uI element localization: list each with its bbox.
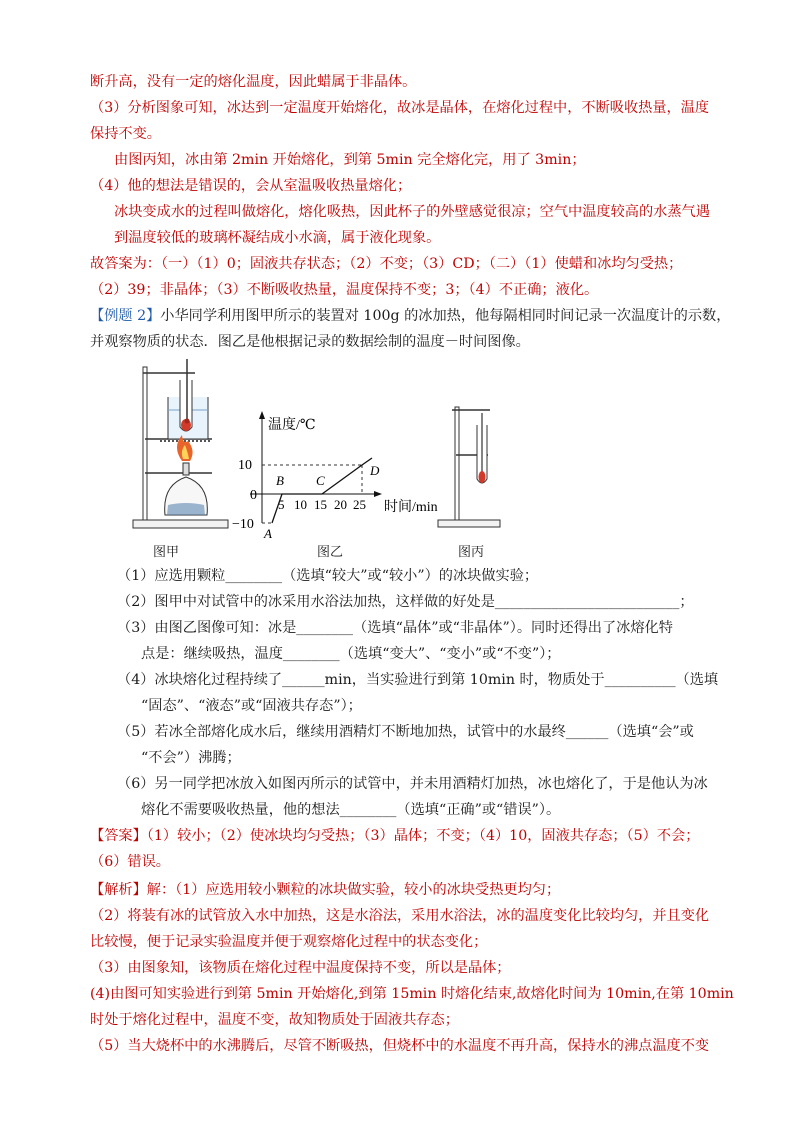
answer-line-1 [90,826,699,846]
answer-line-2: （6）错误。 [90,854,170,870]
point-a: A [264,526,272,541]
analysis-line-2: （2）将装有冰的试管放入水中加热，这是水浴法，采用水浴法，冰的温度变化比较均匀，并且变化 [90,908,710,924]
analysis-text-1: 解：（1）应选用较小颗粒的冰块做实验，较小的冰块受热更均匀； [146,882,561,898]
prev-analysis-line-5: （4）他的想法是错误的，会从室温吸收热量熔化； [90,178,412,194]
analysis-line-4: （3）由图象知，该物质在熔化过程中温度保持不变，所以是晶体； [90,960,511,976]
x-tick-5: 5 [278,497,285,512]
figure-yi-graph [232,411,438,541]
x-tick-10: 10 [294,497,307,512]
analysis-line-6: 时处于熔化过程中，温度不变，故知物质处于固液共存态； [90,1012,459,1028]
example-text-1: 小华同学利用图甲所示的装置对 100g 的冰加热，他每隔相同时间记录一次温度计的示数， [160,308,731,324]
question-6a: （6）另一同学把冰放入如图丙所示的试管中，并未用酒精灯加热，冰也熔化了，于是他认为冰 [117,776,708,792]
prev-analysis-line-2: （3）分析图象可知，冰达到一定温度开始熔化，故冰是晶体，在熔化过程中，不断吸收热量，温度 [90,100,710,116]
example-line-2: 并观察物质的状态．图乙是他根据记录的数据绘制的温度－时间图像。 [90,334,530,350]
y-axis-label: 温度/℃ [268,418,316,433]
x-axis-label: 时间/min [384,500,438,515]
figures [0,355,794,575]
question-5b: “不会”）沸腾； [141,750,241,766]
question-6b: 熔化不需要吸收热量，他的想法________（选填“正确”或“错误”）。 [141,802,561,818]
prev-answer-line-2: （2）39；非晶体；（3）不断吸收热量，温度保持不变；3；（4）不正确；液化。 [90,282,599,298]
base-plate [133,520,228,528]
prev-analysis-line-3: 保持不变。 [90,126,161,142]
question-4b: “固态”、“液态”或“固液共存态”）； [141,698,362,714]
question-2: （2）图甲中对试管中的冰采用水浴法加热，这样做的好处是__________________________； [117,594,694,610]
y-tick-10: 10 [238,458,252,473]
figure-jia-apparatus [133,359,228,528]
analysis-line-5: (4)由图可知实验进行到第 5min 开始熔化,到第 15min 时熔化结束,故熔化时间为 10min,在第 10min [90,986,734,1002]
question-4a: （4）冰块熔化过程持续了______min，当实验进行到第 10min 时，物质处于__________（选填 [117,672,719,688]
figure-bing-label: 图丙 [458,545,485,560]
example-line-1 [90,306,730,326]
point-b: B [276,473,284,488]
answer-text-1: （1）较小；（2）使冰块均匀受热；（3）晶体；不变；（4）10，固液共存态；（5）不会； [146,828,700,844]
prev-analysis-line-7: 到温度较低的玻璃杯凝结成小水滴，属于液化现象。 [114,230,441,246]
figure-jia-label: 图甲 [153,545,180,560]
prev-analysis-line-6: 冰块变成水的过程叫做熔化，熔化吸热，因此杯子的外壁感觉很凉；空气中温度较高的水蒸气遇 [114,204,710,220]
question-3b: 点是：继续吸热，温度________（选填“变大”、“变小”或“不变”）； [141,646,561,662]
analysis-tag: 【解析】 [90,882,147,898]
temp-curve [272,458,372,523]
point-d: D [370,463,380,478]
y-tick-0: 0 [250,488,257,503]
prev-analysis-line-1: 断升高，没有一定的熔化温度，因此蜡属于非晶体。 [90,74,417,90]
prev-answer-line-1: 故答案为：（一）（1）0；固液共存状态；（2）不变；（3）CD；（二）（1）使蜡和冰均匀受热； [90,256,683,272]
x-tick-15: 15 [314,497,327,512]
stand-rod [143,367,147,520]
question-3a: （3）由图乙图像可知：冰是________（选填“晶体”或“非晶体”）。同时还得出了冰熔化特 [117,620,673,636]
figure-bing-apparatus [438,407,500,527]
analysis-line-3: 比较慢，便于记录实验温度并便于观察熔化过程中的状态变化； [90,934,488,950]
example-tag: 【例题 2】 [90,308,161,324]
y-tick-neg10: −10 [232,517,254,532]
question-5a: （5）若冰全部熔化成水后，继续用酒精灯不断地加热，试管中的水最终______（选填“会”或 [117,724,694,740]
prev-analysis-line-4: 由图丙知，冰由第 2min 开始熔化，到第 5min 完全熔化完，用了 3min； [114,152,586,168]
question-1: （1）应选用颗粒________（选填“较大”或“较小”）的冰块做实验； [117,568,539,584]
x-tick-20: 20 [334,497,347,512]
x-tick-25: 25 [353,497,366,512]
figure-yi-label: 图乙 [317,545,344,560]
answer-tag: 【答案】 [90,828,147,844]
analysis-line-7: （5）当大烧杯中的水沸腾后，尽管不断吸热，但烧杯中的水温度不再升高，保持水的沸点温度不变 [90,1038,710,1054]
point-c: C [316,473,325,488]
analysis-line-1 [90,880,560,900]
